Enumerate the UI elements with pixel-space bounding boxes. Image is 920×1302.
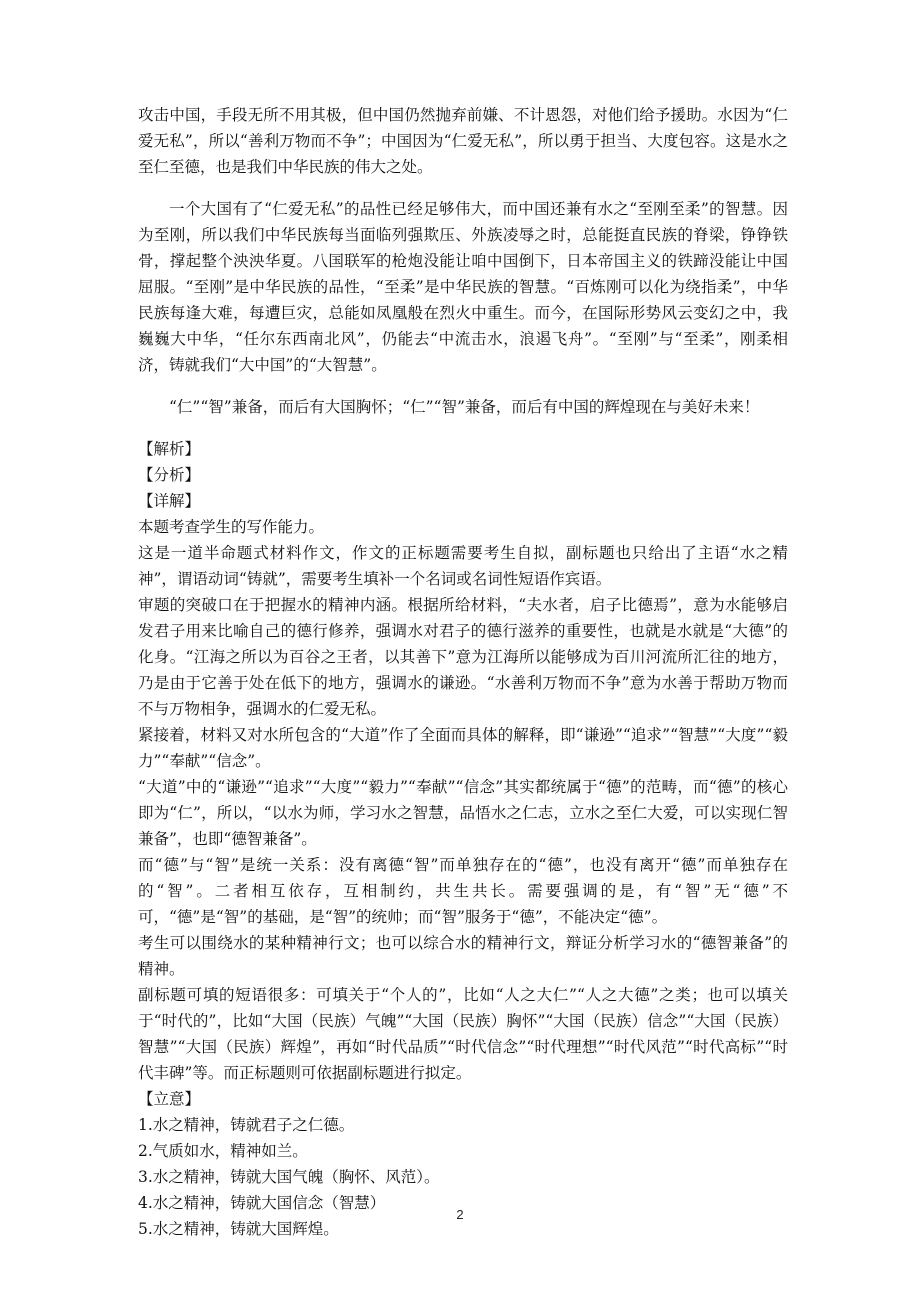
heading-fenxi: 【分析】 bbox=[138, 466, 201, 484]
heading-liyi: 【立意】 bbox=[138, 1090, 201, 1108]
liyi-item-4: 4.水之精神，铸就大国信念（智慧） bbox=[138, 1194, 386, 1212]
analysis-line-3: 审题的突破口在于把握水的精神内涵。根据所给材料，“夫水者，启子比德焉”，意为水能够启发君子用来比喻自己的德行修养，强调水对君子的德行滋养的重要性，也就是水就是“大德”的化身。“江海之所以为百谷之王者，以其善下”意为江海所以能够成为百川河流所汇往的地方，乃是由于它善于处在低下的地方，强调水的谦逊。“水善利万物而不争”意为水善于帮助万物而不与万物相争，强调水的仁爱无私。 bbox=[138, 596, 788, 718]
liyi-item-1: 1.水之精神，铸就君子之仁德。 bbox=[138, 1116, 355, 1134]
essay-paragraph-2: 一个大国有了“仁爱无私”的品性已经足够伟大，而中国还兼有水之“至刚至柔”的智慧。因为至刚，所以我们中华民族每当面临列强欺压、外族凌辱之时，总能挺直民族的脊梁，铮铮铁骨，撑起整个泱泱华夏。八国联军的枪炮没能让咱中国倒下，日本帝国主义的铁蹄没能让中国屈服。“至刚”是中华民族的品性，“至柔”是中华民族的智慧。“百炼刚可以化为绕指柔”，中华民族每逢大难，每遭巨灾，总能如凤凰般在烈火中重生。而今，在国际形势风云变幻之中，我巍巍大中华，“任尔东西南北风”，仍能去“中流击水，浪遏飞舟”。“至刚”与“至柔”，刚柔相济，铸就我们“大中国”的“大智慧”。 bbox=[138, 200, 788, 374]
analysis-line-8: 副标题可填的短语很多：可填关于“个人的”，比如“人之大仁”“人之大德”之类；也可以填关于“时代的”，比如“大国（民族）气魄”“大国（民族）胸怀”“大国（民族）信念”“大国（民族）智慧”“大国（民族）辉煌”，再如“时代品质”“时代信念”“时代理想”“时代风范”“时代高标”“时代丰碑”等。而正标题则可依据副标题进行拟定。 bbox=[138, 986, 788, 1082]
liyi-item-2: 2.气质如水，精神如兰。 bbox=[138, 1142, 308, 1160]
analysis-line-5: “大道”中的“谦逊”“追求”“大度”“毅力”“奉献”“信念”其实都统属于“德”的范畴，而“德”的核心即为“仁”，所以，“以水为师，学习水之智慧，品悟水之仁志，立水之至仁大爱，可以实现仁智兼备”，也即“德智兼备”。 bbox=[138, 778, 788, 848]
analysis-line-1: 本题考查学生的写作能力。 bbox=[138, 518, 325, 536]
heading-jiexi: 【解析】 bbox=[138, 440, 201, 458]
essay-paragraph-1: 攻击中国，手段无所不用其极，但中国仍然抛弃前嫌、不计恩怨，对他们给予援助。水因为“仁爱无私”，所以“善利万物而不争”；中国因为“仁爱无私”，所以勇于担当、大度包容。这是水之至仁至德，也是我们中华民族的伟大之处。 bbox=[138, 106, 788, 176]
heading-xiangjie: 【详解】 bbox=[138, 492, 201, 510]
analysis-line-6: 而“德”与“智”是统一关系：没有离德“智”而单独存在的“德”，也没有离开“德”而单独存在的“智”。二者相互依存，互相制约，共生共长。需要强调的是，有“智”无“德”不可，“德”是“智”的基础，是“智”的统帅；而“智”服务于“德”，不能决定“德”。 bbox=[138, 856, 788, 926]
analysis-line-4: 紧接着，材料又对水所包含的“大道”作了全面而具体的解释，即“谦逊”“追求”“智慧”“大度”“毅力”“奉献”“信念”。 bbox=[138, 726, 788, 770]
analysis-line-7: 考生可以围绕水的某种精神行文；也可以综合水的精神行文，辩证分析学习水的“德智兼备”的精神。 bbox=[138, 934, 788, 978]
document-page bbox=[138, 102, 788, 1242]
essay-paragraph-3: “仁”“智”兼备，而后有大国胸怀；“仁”“智”兼备，而后有中国的辉煌现在与美好未来！ bbox=[169, 398, 760, 416]
analysis-line-2: 这是一道半命题式材料作文，作文的正标题需要考生自拟，副标题也只给出了主语“水之精神”，谓语动词“铸就”，需要考生填补一个名词或名词性短语作宾语。 bbox=[138, 544, 788, 588]
liyi-item-5: 5.水之精神，铸就大国辉煌。 bbox=[138, 1220, 339, 1238]
liyi-item-3: 3.水之精神，铸就大国气魄（胸怀、风范）。 bbox=[138, 1168, 440, 1186]
page-number: 2 bbox=[456, 1207, 464, 1222]
